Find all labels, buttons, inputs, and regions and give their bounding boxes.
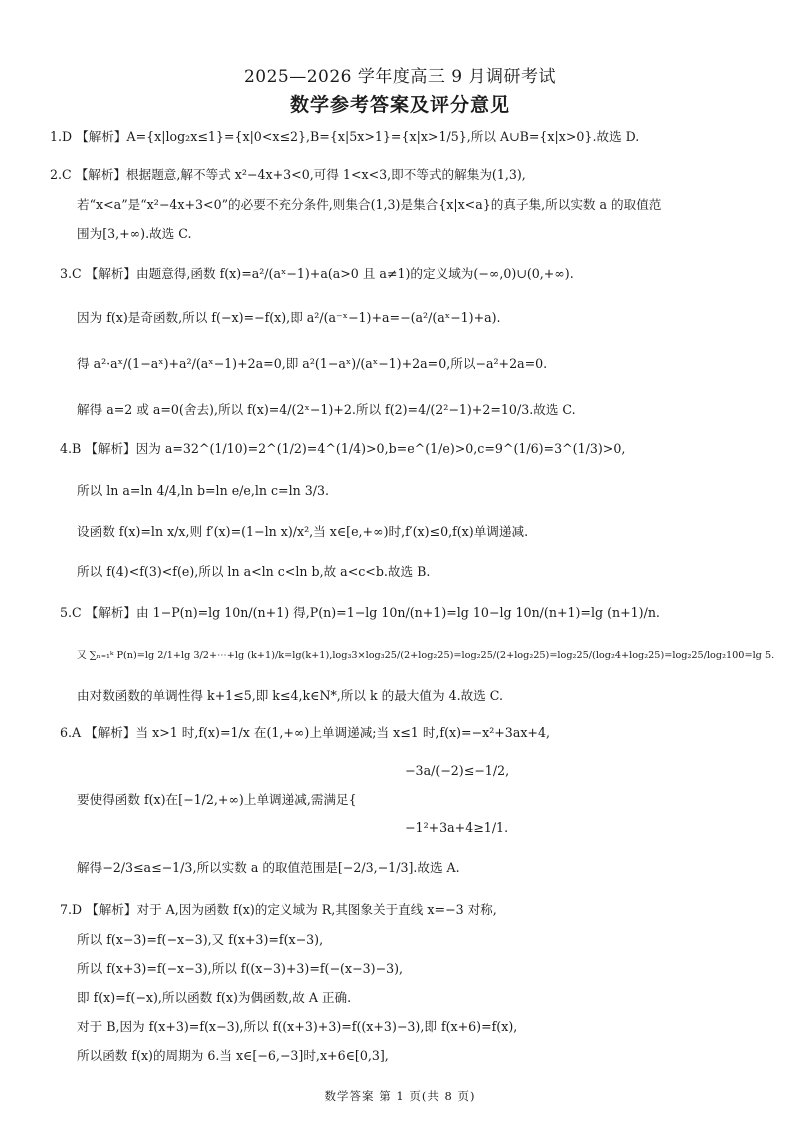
answer-line: 所以 ln a=ln 4/4,ln b=ln e/e,ln c=ln 3/3. (77, 483, 330, 498)
answer-line: 设函数 f(x)=ln x/x,则 f′(x)=(1−ln x)/x²,当 x∈[e,+∞)时,f′(x)≤0,f(x)单调递减. (77, 524, 529, 539)
condition-line: −3a/(−2)≤−1/2, (405, 763, 510, 778)
answer-line: 解得−2/3≤a≤−1/3,所以实数 a 的取值范围是[−2/3,−1/3].故选 A. (77, 860, 460, 875)
answer-line: 7.D 【解析】对于 A,因为函数 f(x)的定义域为 R,其图象关于直线 x=−3 对称, (60, 902, 497, 917)
answer-line: 所以 f(x−3)=f(−x−3),又 f(x+3)=f(x−3), (77, 932, 324, 947)
answer-line: 若“x<a”是“x²−4x+3<0”的必要不充分条件,则集合(1,3)是集合{x|x<a}的真子集,所以实数 a 的取值范 (77, 197, 662, 212)
answer-line: 解得 a=2 或 a=0(舍去),所以 f(x)=4/(2ˣ−1)+2.所以 f(2)=4/(2²−1)+2=10/3.故选 C. (77, 402, 576, 417)
answer-line: 由对数函数的单调性得 k+1≤5,即 k≤4,k∈N*,所以 k 的最大值为 4.故选 C. (77, 688, 503, 703)
answer-line: 2.C 【解析】根据题意,解不等式 x²−4x+3<0,可得 1<x<3,即不等式的解集为(1,3), (50, 167, 526, 182)
answer-line: 要使得函数 f(x)在[−1/2,+∞)上单调递减,需满足{ (77, 792, 357, 807)
answer-line: 4.B 【解析】因为 a=32^(1/10)=2^(1/2)=4^(1/4)>0,b=e^(1/e)>0,c=9^(1/6)=3^(1/3)>0, (60, 441, 626, 456)
exam-title: 2025—2026 学年度高三 9 月调研考试 (243, 67, 557, 87)
answer-line: 围为[3,+∞).故选 C. (77, 226, 192, 241)
answer-line: 所以 f(4)<f(3)<f(e),所以 ln a<ln c<ln b,故 a<c<b.故选 B. (77, 564, 431, 579)
answer-line: 5.C 【解析】由 1−P(n)=lg 10n/(n+1) 得,P(n)=1−lg 10n/(n+1)=lg 10−lg 10n/(n+1)=lg (n+1)/n. (60, 605, 660, 620)
page-footer: 数学答案 第 1 页(共 8 页) (324, 1089, 476, 1103)
answer-line: 得 a²·aˣ/(1−aˣ)+a²/(aˣ−1)+2a=0,即 a²(1−aˣ)/(aˣ−1)+2a=0,所以−a²+2a=0. (77, 356, 548, 371)
answer-line: 即 f(x)=f(−x),所以函数 f(x)为偶函数,故 A 正确. (77, 990, 352, 1005)
answer-key-subtitle: 数学参考答案及评分意见 (289, 94, 510, 116)
answer-line: 6.A 【解析】当 x>1 时,f(x)=1/x 在(1,+∞)上单调递减;当 x≤1 时,f(x)=−x²+3ax+4, (60, 725, 551, 740)
answer-line: 所以 f(x+3)=f(−x−3),所以 f((x−3)+3)=f(−(x−3)−3), (77, 961, 403, 976)
condition-line: −1²+3a+4≥1/1. (405, 820, 509, 835)
answer-line: 因为 f(x)是奇函数,所以 f(−x)=−f(x),即 a²/(a⁻ˣ−1)+a=−(a²/(aˣ−1)+a). (77, 310, 501, 325)
answer-line: 所以函数 f(x)的周期为 6.当 x∈[−6,−3]时,x+6∈[0,3], (77, 1048, 389, 1063)
answer-line: 3.C 【解析】由题意得,函数 f(x)=a²/(aˣ−1)+a(a>0 且 a≠1)的定义域为(−∞,0)∪(0,+∞). (60, 266, 574, 281)
answer-line: 1.D 【解析】A={x|log₂x≤1}={x|0<x≤2},B={x|5x>1}={x|x>1/5},所以 A∪B={x|x>0}.故选 D. (50, 129, 640, 144)
answer-line: 对于 B,因为 f(x+3)=f(x−3),所以 f((x+3)+3)=f((x+3)−3),即 f(x+6)=f(x), (77, 1019, 518, 1034)
answer-line: 又 ∑ₙ₌₁ᵏ P(n)=lg 2/1+lg 3/2+⋯+lg (k+1)/k=lg(k+1),log₃3×log₃25/(2+log₂25)=log₂25/(2+log₂25)=log₂25/(log₂4+log₂25)=log₂25/log₂100=lg 5. (77, 650, 775, 661)
